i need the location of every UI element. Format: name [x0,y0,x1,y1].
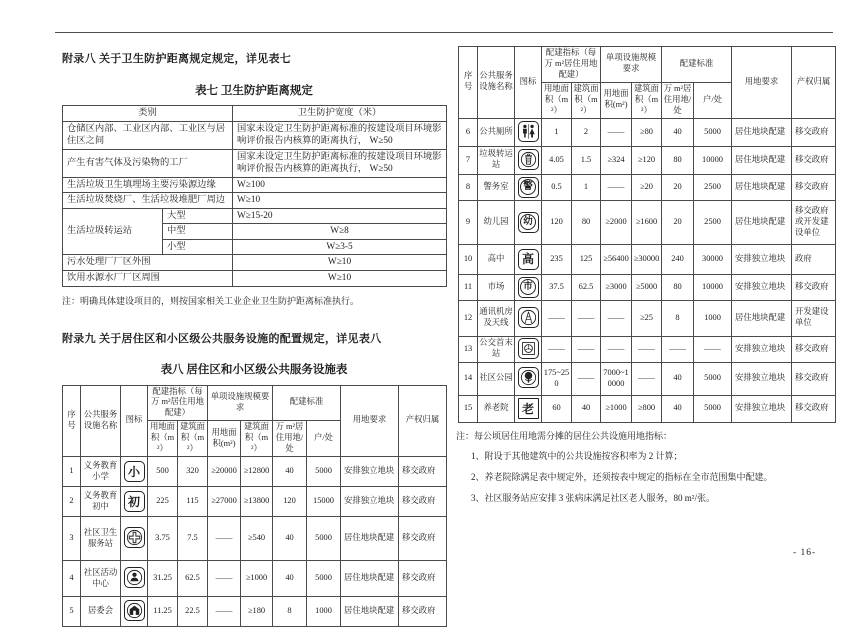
ownership-cell: 移交政府 [399,597,447,627]
ownership-cell: 开发建设单位 [792,300,836,336]
header-rule [55,32,833,33]
land-requirement-cell: 居住地块配建 [341,561,399,597]
per-wan-cell: 40 [273,517,307,561]
table7-header-category: 类别 [63,106,233,122]
unit-floor-area-cell: —— [632,362,662,395]
page-number: - 16- [793,548,817,558]
icon-cell [515,118,542,146]
primary-school-icon [124,461,145,482]
appendix9-title: 附录九 关于居住区和小区级公共服务设施的配置规定，详见表八 [62,332,382,345]
col-land-requirement: 用地要求 [341,385,399,457]
land-area-cell: 31.25 [148,561,178,597]
col-floor-area: 建筑面积（m²） [572,82,601,118]
land-area-cell: 4.05 [542,146,572,174]
seq-cell: 4 [63,561,81,597]
per-wan-cell: 40 [273,561,307,597]
unit-land-area-cell: ≥56400 [601,244,632,274]
category-cell: 仓储区内部、工业区内部、工业区与居住区之间 [63,121,233,149]
value-cell: W≥10 [233,255,447,271]
ownership-cell: 移交政府 [792,174,836,200]
per-wan-cell: 120 [273,487,307,517]
unit-floor-area-cell: ≥1600 [632,200,662,244]
facility-name-cell: 市场 [478,274,515,300]
per-wan-cell: 40 [662,395,694,422]
ownership-cell: 移交政府 [792,362,836,395]
seq-cell: 5 [63,597,81,627]
subcategory-cell: 大型 [163,208,233,224]
unit-floor-area-cell: ≥25 [632,300,662,336]
facility-name-cell: 幼儿园 [478,200,515,244]
unit-floor-area-cell: ≥80 [632,118,662,146]
table-row [63,177,447,193]
floor-area-cell: —— [572,362,601,395]
table-row [63,561,447,597]
floor-area-cell: 125 [572,244,601,274]
ownership-cell: 移交政府 [399,457,447,487]
unit-land-area-cell: —— [208,561,241,597]
value-cell: 国家未设定卫生防护距离标准的按建设项目环境影响评价报告内核算的距离执行， W≥50 [233,121,447,149]
seq-cell: 2 [63,487,81,517]
table-row [63,487,447,517]
per-wan-cell: 80 [662,274,694,300]
subcategory-cell: 小型 [163,239,233,255]
table-row [459,174,836,200]
per-wan-cell: 40 [273,457,307,487]
icon-glyph: 高 [521,252,534,267]
per-household-cell: 5000 [307,517,341,561]
col-ownership: 产权归属 [792,47,836,119]
public-toilet-icon [518,121,539,142]
per-household-cell: 5000 [694,362,732,395]
floor-area-cell: 1.5 [572,146,601,174]
unit-land-area-cell: ≥3000 [601,274,632,300]
per-wan-cell: 20 [662,174,694,200]
icon-cell [515,274,542,300]
per-household-cell: 5000 [694,118,732,146]
ownership-cell: 政府 [792,244,836,274]
col-land-area: 用地面积（m²） [148,421,178,457]
unit-land-area-cell: 7000~10000 [601,362,632,395]
unit-land-area-cell: ≥27000 [208,487,241,517]
seq-cell: 7 [459,146,478,174]
land-area-cell: 120 [542,200,572,244]
unit-land-area-cell: —— [601,174,632,200]
floor-area-cell: 7.5 [178,517,208,561]
facility-name-cell: 居委会 [81,597,121,627]
unit-floor-area-cell: ≥30000 [632,244,662,274]
header-group-row [63,385,447,421]
seq-cell: 10 [459,244,478,274]
group-allocation-standard: 配建标准 [662,47,732,83]
bus-terminus-icon [518,338,539,359]
unit-land-area-cell: ≥324 [601,146,632,174]
facility-name-cell: 公共厕所 [478,118,515,146]
table-row [459,300,836,336]
icon-cell [515,146,542,174]
per-wan-cell: 240 [662,244,694,274]
icon-glyph: 警 [523,181,533,192]
unit-land-area-cell: —— [601,118,632,146]
icon-glyph: 初 [127,494,140,509]
category-cell: 生活垃圾焚烧厂、生活垃圾堆肥厂周边 [63,193,233,209]
seq-cell: 11 [459,274,478,300]
table7 [62,105,447,287]
land-area-cell: 235 [542,244,572,274]
table-row [63,271,447,287]
unit-floor-area-cell: ≥13800 [241,487,273,517]
icon-glyph: 小 [127,464,140,479]
per-household-cell: 2500 [694,200,732,244]
land-requirement-cell: 居住地块配建 [732,200,792,244]
floor-area-cell: 2 [572,118,601,146]
col-per-wan-sqm: 万 m²居住用地/处 [273,421,307,457]
table7-title: 表七 卫生防护距离规定 [195,85,313,97]
col-seq: 序号 [63,385,81,457]
table-body [63,457,447,627]
per-household-cell: —— [694,336,732,362]
ownership-cell: 移交政府 [792,146,836,174]
col-seq: 序号 [459,47,478,119]
ownership-cell: 移交政府 [399,487,447,517]
icon-circle-frame [520,179,536,195]
table8-right [458,46,836,423]
seq-cell: 8 [459,174,478,200]
community-park-icon [518,367,539,388]
table-row [459,395,836,422]
land-requirement-cell: 安排独立地块 [732,274,792,300]
icon-cell [515,300,542,336]
note-line: 注：每公顷居住用地需分摊的居住公共设施用地指标： [456,430,673,441]
unit-floor-area-cell: —— [632,336,662,362]
facility-name-cell: 高中 [478,244,515,274]
value-cell: W≥10 [233,271,447,287]
facility-name-cell: 社区卫生服务站 [81,517,121,561]
land-requirement-cell: 安排独立地块 [732,336,792,362]
unit-floor-area-cell: ≥540 [241,517,273,561]
icon-cell [515,174,542,200]
seq-cell: 12 [459,300,478,336]
col-unit-floor-area: 建筑面积（m²） [241,421,273,457]
category-cell: 生活垃圾转运站 [63,208,163,255]
table-row [63,457,447,487]
note-line: 2、养老院除满足表中规定外，还须按表中规定的指标在全市范围集中配建。 [471,472,773,483]
ownership-cell: 移交政府 [399,517,447,561]
floor-area-cell: 40 [572,395,601,422]
table7-header-row [63,106,447,122]
ownership-cell: 移交政府 [792,336,836,362]
icon-cell [515,362,542,395]
category-cell: 饮用水源水厂厂区周围 [63,271,233,287]
note-line: 1、附设于其他建筑中的公共设施按容积率为 2 计算； [471,451,683,462]
junior-middle-school-icon [124,491,145,512]
table-row [63,517,447,561]
floor-area-cell: 115 [178,487,208,517]
floor-area-cell: 80 [572,200,601,244]
facility-name-cell: 义务教育小学 [81,457,121,487]
table-row [63,208,447,224]
appendix8-title: 附录八 关于卫生防护距离规定规定，详见表七 [62,53,292,65]
land-area-cell: 37.5 [542,274,572,300]
icon-circle-frame [520,214,536,230]
icon-cell [121,457,148,487]
category-cell: 生活垃圾卫生填埋场主要污染源边缘 [63,177,233,193]
per-household-cell: 30000 [694,244,732,274]
floor-area-cell: —— [572,336,601,362]
floor-area-cell: —— [572,300,601,336]
facility-name-cell: 社区公园 [478,362,515,395]
value-cell: W≥100 [233,177,447,193]
facility-name-cell: 公交首末站 [478,336,515,362]
table8-left [62,385,447,627]
per-wan-cell: —— [662,336,694,362]
unit-floor-area-cell: ≥800 [632,395,662,422]
seq-cell: 14 [459,362,478,395]
per-household-cell: 5000 [694,395,732,422]
icon-cell [515,395,542,422]
table-header [63,385,447,457]
market-icon [518,277,539,298]
unit-floor-area-cell: ≥1000 [241,561,273,597]
icon-cell [515,244,542,274]
community-health-station-icon [124,527,145,548]
land-area-cell: 175~250 [542,362,572,395]
icon-cell [515,336,542,362]
ownership-cell: 移交政府或开发建设单位 [792,200,836,244]
note-line: 3、社区服务站应安排 3 张病床满足社区老人服务，80 m²/张。 [471,492,715,503]
left-column [62,50,446,627]
table7-header-width: 卫生防护宽度（米） [233,106,447,122]
table-row [63,255,447,271]
unit-floor-area-cell: ≥120 [632,146,662,174]
facility-name-cell: 社区活动中心 [81,561,121,597]
col-land-requirement: 用地要求 [732,47,792,119]
ownership-cell: 移交政府 [792,274,836,300]
facility-name-cell: 警务室 [478,174,515,200]
table-row [459,244,836,274]
facility-name-cell: 义务教育初中 [81,487,121,517]
land-requirement-cell: 居住地块配建 [732,174,792,200]
table-header [459,47,836,119]
per-wan-cell: 8 [662,300,694,336]
land-area-cell: —— [542,336,572,362]
seq-cell: 9 [459,200,478,244]
icon-cell [121,597,148,627]
table-row [459,200,836,244]
category-cell: 污水处理厂厂区外围 [63,255,233,271]
table-row [63,193,447,209]
per-wan-cell: 40 [662,362,694,395]
table-row [63,597,447,627]
col-facility-name: 公共服务设施名称 [478,47,515,119]
unit-land-area-cell: —— [208,597,241,627]
land-area-cell: 60 [542,395,572,422]
group-allocation-index: 配建指标（每万 m²居住用地配建） [148,385,208,421]
unit-floor-area-cell: ≥5000 [632,274,662,300]
unit-land-area-cell: —— [208,517,241,561]
icon-cell [515,200,542,244]
ownership-cell: 移交政府 [792,118,836,146]
unit-floor-area-cell: ≥20 [632,174,662,200]
table-row [459,146,836,174]
col-per-wan-sqm: 万 m²居住用地/处 [662,82,694,118]
table-row [63,149,447,177]
unit-land-area-cell: ≥2000 [601,200,632,244]
category-cell: 产生有害气体及污染物的工厂 [63,149,233,177]
seq-cell: 13 [459,336,478,362]
icon-cell [121,517,148,561]
col-per-household: 户/处 [307,421,341,457]
floor-area-cell: 62.5 [572,274,601,300]
facility-name-cell: 垃圾转运站 [478,146,515,174]
land-area-cell: 500 [148,457,178,487]
unit-land-area-cell: —— [601,336,632,362]
icon-glyph: 市 [523,281,533,292]
table8-notes [458,431,835,505]
value-cell: W≥15-20 [233,208,447,224]
unit-floor-area-cell: ≥12800 [241,457,273,487]
icon-cell [121,487,148,517]
table-row [459,118,836,146]
per-household-cell: 15000 [307,487,341,517]
nursing-home-icon [518,398,539,419]
ownership-cell: 移交政府 [399,561,447,597]
land-requirement-cell: 安排独立地块 [732,395,792,422]
seq-cell: 3 [63,517,81,561]
col-per-household: 户/处 [694,82,732,118]
floor-area-cell: 320 [178,457,208,487]
floor-area-cell: 62.5 [178,561,208,597]
floor-area-cell: 1 [572,174,601,200]
table-row [63,121,447,149]
unit-land-area-cell: ≥1000 [601,395,632,422]
seq-cell: 15 [459,395,478,422]
table7-note: 注：明确具体建设项目的，则按国家相关工业企业卫生防护距离标准执行。 [62,295,360,306]
telecom-room-antenna-icon [518,307,539,328]
unit-floor-area-cell: ≥180 [241,597,273,627]
community-activity-center-icon [124,567,145,588]
table-row [459,274,836,300]
land-area-cell: 1 [542,118,572,146]
land-area-cell: 0.5 [542,174,572,200]
ownership-cell: 移交政府 [792,395,836,422]
value-cell: W≥10 [233,193,447,209]
col-floor-area: 建筑面积（m²） [178,421,208,457]
per-wan-cell: 8 [273,597,307,627]
value-cell: 国家未设定卫生防护距离标准的按建设项目环境影响评价报告内核算的距离执行， W≥50 [233,149,447,177]
table8-title: 表八 居住区和小区级公共服务设施表 [160,363,348,376]
col-ownership: 产权归属 [399,385,447,457]
group-allocation-standard: 配建标准 [273,385,341,421]
per-household-cell: 1000 [694,300,732,336]
icon-glyph: 幼 [523,216,533,227]
land-requirement-cell: 安排独立地块 [341,457,399,487]
per-wan-cell: 20 [662,200,694,244]
high-school-icon [518,249,539,270]
land-requirement-cell: 居住地块配建 [732,146,792,174]
land-requirement-cell: 居住地块配建 [341,517,399,561]
per-household-cell: 5000 [307,457,341,487]
land-requirement-cell: 安排独立地块 [341,487,399,517]
land-area-cell: 11.25 [148,597,178,627]
per-household-cell: 1000 [307,597,341,627]
land-requirement-cell: 安排独立地块 [732,362,792,395]
land-area-cell: 3.75 [148,517,178,561]
subcategory-cell: 中型 [163,224,233,240]
waste-transfer-station-icon [518,149,539,170]
seq-cell: 6 [459,118,478,146]
header-group-row [459,47,836,83]
land-requirement-cell: 居住地块配建 [341,597,399,627]
col-unit-land-area: 用地面积(m²) [601,82,632,118]
table-body [459,118,836,422]
land-requirement-cell: 安排独立地块 [732,244,792,274]
per-household-cell: 10000 [694,146,732,174]
seq-cell: 1 [63,457,81,487]
col-unit-floor-area: 建筑面积（m²） [632,82,662,118]
land-area-cell: 225 [148,487,178,517]
per-household-cell: 2500 [694,174,732,200]
facility-name-cell: 养老院 [478,395,515,422]
right-column [458,46,835,505]
icon-glyph: 老 [521,401,534,416]
value-cell: W≥3-5 [233,239,447,255]
per-wan-cell: 80 [662,146,694,174]
table-row [459,336,836,362]
land-requirement-cell: 居住地块配建 [732,300,792,336]
table-row [459,362,836,395]
col-icon: 图标 [515,47,542,119]
police-office-icon [518,177,539,198]
kindergarten-icon [518,212,539,233]
value-cell: W≥8 [233,224,447,240]
col-land-area: 用地面积（m²） [542,82,572,118]
col-unit-land-area: 用地面积(m²) [208,421,241,457]
floor-area-cell: 22.5 [178,597,208,627]
group-scale-requirement: 单项设施规模要求 [208,385,273,421]
col-facility-name: 公共服务设施名称 [81,385,121,457]
unit-land-area-cell: —— [601,300,632,336]
land-area-cell: —— [542,300,572,336]
group-scale-requirement: 单项设施规模要求 [601,47,662,83]
group-allocation-index: 配建指标（每万 m²居住用地配建） [542,47,601,83]
per-household-cell: 5000 [307,561,341,597]
icon-circle-frame [520,279,536,295]
per-household-cell: 10000 [694,274,732,300]
icon-cell [121,561,148,597]
neighborhood-committee-icon [124,600,145,621]
land-requirement-cell: 居住地块配建 [732,118,792,146]
col-icon: 图标 [121,385,148,457]
facility-name-cell: 通讯机房及天线 [478,300,515,336]
unit-land-area-cell: ≥20000 [208,457,241,487]
per-wan-cell: 40 [662,118,694,146]
